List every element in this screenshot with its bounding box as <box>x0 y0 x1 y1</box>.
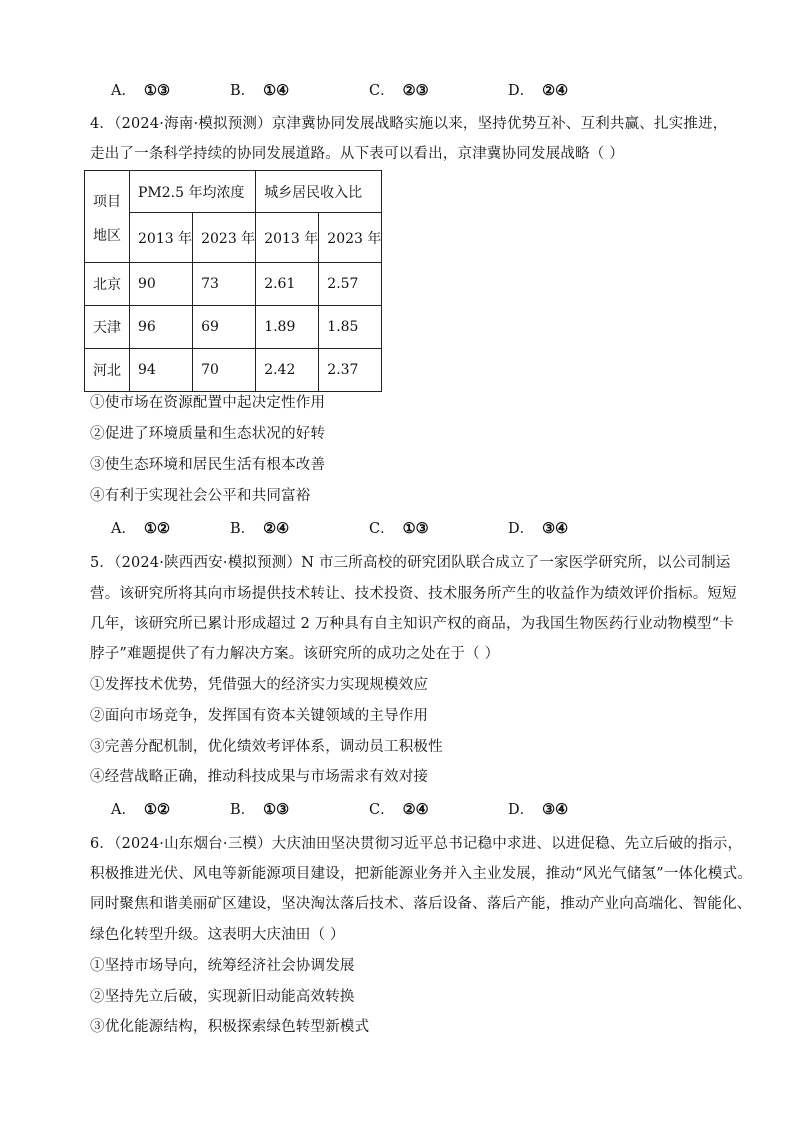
table-cell: 73 <box>193 263 256 306</box>
q6-stem-line-4: 绿色化转型升级。这表明大庆油田（ ） <box>90 927 345 943</box>
q5-statement-3: ③完善分配机制，优化绩效考评体系，调动员工积极性 <box>90 739 443 755</box>
q6-statement-1: ①坚持市场导向，统筹经济社会协调发展 <box>90 958 355 974</box>
corner-label-region: 地区 <box>93 227 121 244</box>
corner-label-item: 项目 <box>93 193 121 210</box>
table-row <box>85 263 382 306</box>
option-d[interactable]: D． ②④ <box>508 82 569 99</box>
table-year-header: 2023 年 <box>193 213 256 263</box>
table-year-header: 2023 年 <box>319 213 382 263</box>
table-region-cell: 天津 <box>85 306 130 349</box>
table-cell: 2.57 <box>319 263 382 306</box>
table-region-cell: 河北 <box>85 349 130 392</box>
q5-stem-line-3: 几年，该研究所已累计形成超过 2 万种具有自主知识产权的商品，为我国生物医药行业动物模型“卡 <box>90 616 735 632</box>
option-a[interactable]: A． ①③ <box>111 82 170 99</box>
option-b[interactable]: B． ②④ <box>230 520 290 537</box>
option-c[interactable]: C． ②③ <box>369 82 429 99</box>
option-a[interactable]: A． ①② <box>111 801 170 818</box>
q3-options <box>111 81 671 101</box>
q4-statement-3: ③使生态环境和居民生活有根本改善 <box>90 457 326 473</box>
q6-stem-line-2: 积极推进光伏、风电等新能源项目建设，把新能源业务并入主业发展，推动“风光气储氢”一体化模式。 <box>90 866 753 882</box>
q4-stem-line-1: 4．（2024·海南·模拟预测）京津冀协同发展战略实施以来，坚持优势互补、互利共赢、扎实推进， <box>90 116 728 132</box>
option-d[interactable]: D． ③④ <box>508 801 569 818</box>
q4-statement-1: ①使市场在资源配置中起决定性作用 <box>90 395 326 411</box>
table-cell: 2.42 <box>256 349 319 392</box>
q4-options <box>111 519 671 539</box>
table-year-row <box>85 213 382 263</box>
table-cell: 90 <box>130 263 193 306</box>
q5-statement-1: ①发挥技术优势，凭借强大的经济实力实现规模效应 <box>90 677 429 693</box>
q6-statement-2: ②坚持先立后破，实现新旧动能高效转换 <box>90 989 355 1005</box>
q5-stem-line-1: 5．（2024·陕西西安·模拟预测）N 市三所高校的研究团队联合成立了一家医学研究所，以公司制运 <box>90 555 731 571</box>
option-b[interactable]: B． ①③ <box>230 801 290 818</box>
table-cell: 69 <box>193 306 256 349</box>
table-cell: 2.61 <box>256 263 319 306</box>
table-cell: 2.37 <box>319 349 382 392</box>
q5-stem-line-4: 脖子”难题提供了有力解决方案。该研究所的成功之处在于（ ） <box>90 646 500 662</box>
table-year-header: 2013 年 <box>256 213 319 263</box>
option-c[interactable]: C． ②④ <box>369 801 429 818</box>
table-cell: 1.89 <box>256 306 319 349</box>
table-group-header-pm25: PM2.5 年均浓度 <box>130 171 256 213</box>
option-b[interactable]: B． ①④ <box>230 82 290 99</box>
table-cell: 1.85 <box>319 306 382 349</box>
q6-stem-line-3: 同时聚焦和谐美丽矿区建设，坚决淘汰落后技术、落后设备、落后产能，推动产业向高端化、智能化、 <box>90 896 752 912</box>
q6-statement-3: ③优化能源结构，积极探索绿色转型新模式 <box>90 1019 370 1035</box>
table-cell: 96 <box>130 306 193 349</box>
q5-stem-line-2: 营。该研究所将其向市场提供技术转让、技术投资、技术服务所产生的收益作为绩效评价指标。短短 <box>90 586 737 602</box>
table-corner-cell <box>85 171 130 263</box>
q4-statement-4: ④有利于实现社会公平和共同富裕 <box>90 488 311 504</box>
table-header-row <box>85 171 382 213</box>
option-a[interactable]: A． ①② <box>111 520 170 537</box>
table-row <box>85 306 382 349</box>
table-cell: 94 <box>130 349 193 392</box>
table-group-header-income: 城乡居民收入比 <box>256 171 382 213</box>
q6-stem-line-1: 6．（2024·山东烟台·三模）大庆油田坚决贯彻习近平总书记稳中求进、以进促稳、先立后破的指示， <box>90 836 743 852</box>
q4-data-table <box>84 170 382 392</box>
table-region-cell: 北京 <box>85 263 130 306</box>
option-c[interactable]: C． ①③ <box>369 520 429 537</box>
q4-stem-line-2: 走出了一条科学持续的协同发展道路。从下表可以看出，京津冀协同发展战略（ ） <box>90 146 625 162</box>
table-year-header: 2013 年 <box>130 213 193 263</box>
q5-options <box>111 800 671 820</box>
q5-statement-2: ②面向市场竞争，发挥国有资本关键领域的主导作用 <box>90 708 429 724</box>
table-cell: 70 <box>193 349 256 392</box>
table-row <box>85 349 382 392</box>
q5-statement-4: ④经营战略正确，推动科技成果与市场需求有效对接 <box>90 769 429 785</box>
option-d[interactable]: D． ③④ <box>508 520 569 537</box>
q4-statement-2: ②促进了环境质量和生态状况的好转 <box>90 426 326 442</box>
